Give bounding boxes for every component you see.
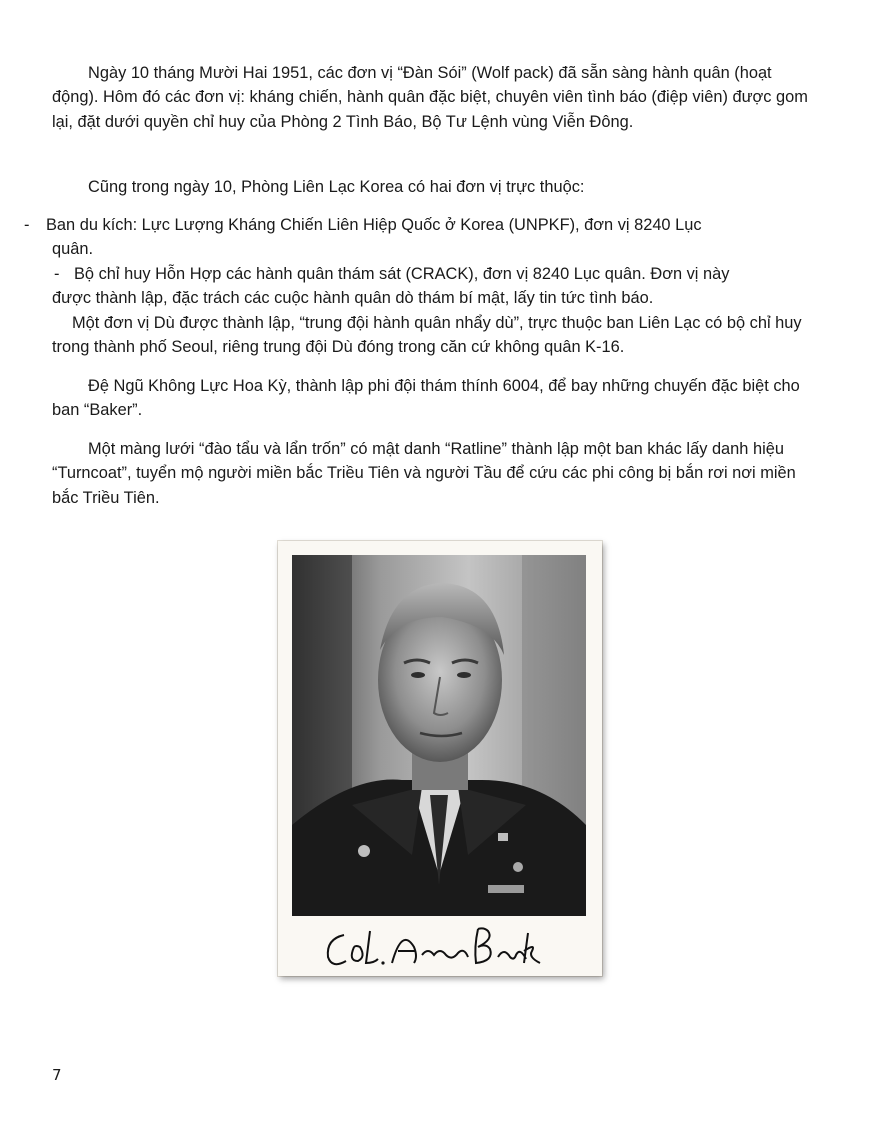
page-number: 7 (52, 1066, 62, 1084)
paragraph-airborne-platoon: Một đơn vị Dù được thành lập, “trung đội hành quân nhẩy dù”, trực thuộc ban Liên Lạc có bộ chỉ huy trong thành phố Seoul, riêng trung đội Dù đóng trong căn cứ không quân K-16. (52, 314, 802, 357)
signature-image (318, 917, 568, 973)
paragraph-fifth-air-force: Đệ Ngũ Không Lực Hoa Kỳ, thành lập phi đội thám thính 6004, để bay những chuyến đặc biệt cho ban “Baker”. (52, 377, 800, 420)
bullet-dash: - (54, 265, 60, 283)
portrait-card (278, 541, 602, 976)
bullet-crack-line2: được thành lập, đặc trách các cuộc hành quân dò thám bí mật, lấy tin tức tình báo. (52, 289, 654, 307)
bullet-guerrilla-line2: quân. (52, 240, 94, 258)
paragraph-wolf-pack: Ngày 10 tháng Mười Hai 1951, các đơn vị “Đàn Sói” (Wolf pack) đã sẵn sàng hành quân (hoạt động). Hôm đó các đơn vị: kháng chiến, hành quân đặc biệt, chuyên viên tình báo (điệp viên) được gom lại, đặt dưới quyền chỉ huy của Phòng 2 Tình Báo, Bộ Tư Lệnh vùng Viễn Đông. (52, 64, 808, 131)
portrait-photo (292, 555, 586, 916)
portrait-image (292, 555, 586, 916)
paragraph-ratline: Một màng lưới “đào tẩu và lẩn trốn” có mật danh “Ratline” thành lập một ban khác lấy danh hiệu “Turncoat”, tuyển mộ người miền bắc Triều Tiên và người Tầu để cứu các phi công bị bắn rơi nơi miền bắc Triều Tiên. (52, 440, 796, 507)
bullet-guerrilla-line1: Ban du kích: Lực Lượng Kháng Chiến Liên Hiệp Quốc ở Korea (UNPKF), đơn vị 8240 Lục (46, 216, 702, 234)
paragraph-liaison-office: Cũng trong ngày 10, Phòng Liên Lạc Korea có hai đơn vị trực thuộc: (88, 178, 585, 196)
bullet-dash: - (24, 216, 30, 234)
bullet-crack-line1: Bộ chỉ huy Hỗn Hợp các hành quân thám sát (CRACK), đơn vị 8240 Lục quân. Đơn vị này (74, 265, 730, 283)
